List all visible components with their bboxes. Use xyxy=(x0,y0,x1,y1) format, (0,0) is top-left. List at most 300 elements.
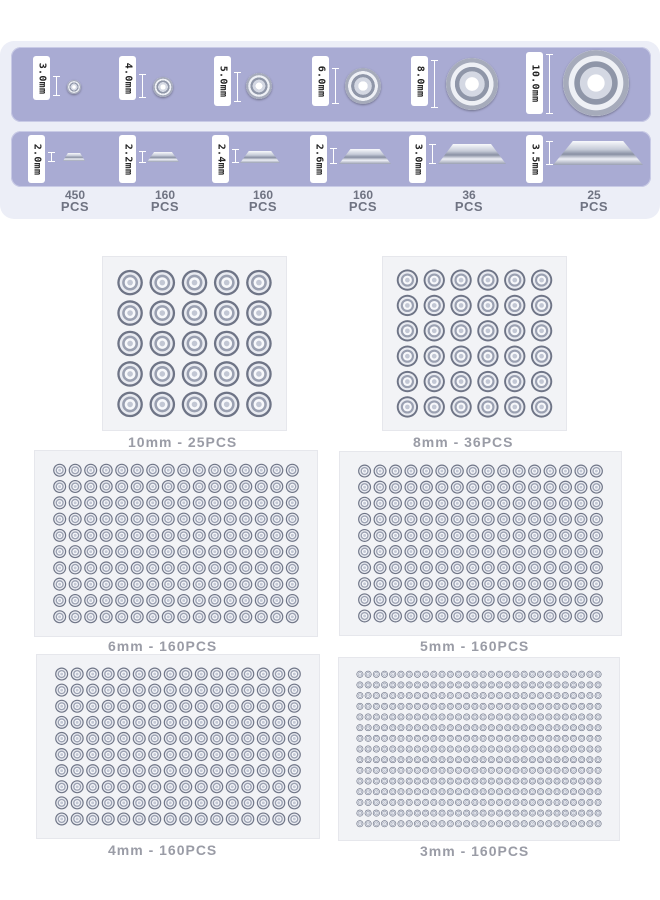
rhinestone-icon xyxy=(466,465,479,478)
rhinestone-icon xyxy=(389,465,402,478)
rhinestone-icon xyxy=(270,513,283,526)
rhinestone-icon xyxy=(537,692,544,699)
rhinestone-icon xyxy=(430,714,437,721)
rhinestone-icon xyxy=(488,767,495,774)
rhinestone-icon xyxy=(117,796,130,809)
rhinestone-icon xyxy=(513,810,520,817)
rhinestone-icon xyxy=(496,714,503,721)
rhinestone-icon xyxy=(389,746,396,753)
rhinestone-icon xyxy=(69,496,82,509)
rhinestone-icon xyxy=(241,812,254,825)
rhinestone-icon xyxy=(288,732,301,745)
rhinestone-icon xyxy=(389,481,402,494)
rhinestone-icon xyxy=(69,561,82,574)
rhinestone-icon xyxy=(286,480,299,493)
rhinestone-icon xyxy=(435,545,448,558)
rhinestone-icon xyxy=(544,609,557,622)
rhinestone-icon xyxy=(578,746,585,753)
rhinestone-icon xyxy=(117,331,143,357)
rhinestone-icon xyxy=(513,529,526,542)
rhinestone-icon xyxy=(586,799,593,806)
rhinestone-icon xyxy=(488,703,495,710)
rhinestone-icon xyxy=(381,788,388,795)
rhinestone-icon xyxy=(146,578,159,591)
rhinestone-icon xyxy=(226,796,239,809)
rhinestone-icon xyxy=(100,578,113,591)
rhinestone-icon xyxy=(115,529,128,542)
rhinestone-icon xyxy=(554,746,561,753)
rhinestone-icon xyxy=(389,609,402,622)
rhinestone-icon xyxy=(578,671,585,678)
rhinestone-icon xyxy=(146,610,159,623)
rhinestone-icon xyxy=(365,703,372,710)
rhinestone-icon xyxy=(521,788,528,795)
rhinestone-icon xyxy=(257,796,270,809)
rhinestone-icon xyxy=(286,561,299,574)
rhinestone-icon xyxy=(430,778,437,785)
rhinestone-icon xyxy=(450,269,471,290)
rhinestone-icon xyxy=(146,480,159,493)
rhinestone-icon xyxy=(270,529,283,542)
rhinestone-icon xyxy=(521,735,528,742)
dimension-line xyxy=(51,152,52,162)
rhinestone-icon xyxy=(133,796,146,809)
rhinestone-icon xyxy=(224,594,237,607)
rhinestone-icon xyxy=(133,764,146,777)
rhinestone-icon xyxy=(488,724,495,731)
rhinestone-icon xyxy=(148,764,161,777)
rhinestone-icon xyxy=(53,529,66,542)
rhinestone-icon xyxy=(255,578,268,591)
rhinestone-icon xyxy=(179,748,192,761)
rhinestone-icon xyxy=(439,799,446,806)
rhinestone-icon xyxy=(164,764,177,777)
dimension-line xyxy=(434,60,435,108)
sheet-caption-4mm: 4mm - 160PCS xyxy=(108,842,218,858)
rhinestone-icon xyxy=(239,545,252,558)
rhinestone-icon xyxy=(397,320,418,341)
rhinestone-icon xyxy=(471,810,478,817)
rhinestone-icon xyxy=(224,464,237,477)
rhinestone-icon xyxy=(270,464,283,477)
rhinestone-icon xyxy=(537,671,544,678)
rhinestone-icon xyxy=(545,767,552,774)
rhinestone-icon xyxy=(480,746,487,753)
rhinestone-icon xyxy=(86,812,99,825)
rhinestone-icon xyxy=(570,703,577,710)
rhinestone-icon xyxy=(450,320,471,341)
rhinestone-icon xyxy=(488,799,495,806)
rhinestone-icon xyxy=(422,703,429,710)
rhinestone-icon xyxy=(55,716,68,729)
rhinestone-icon xyxy=(224,610,237,623)
quantity-unit: PCS xyxy=(248,199,278,214)
rhinestone-icon xyxy=(422,735,429,742)
rhinestone-icon xyxy=(528,465,541,478)
rhinestone-icon xyxy=(117,270,143,296)
rhinestone-icon xyxy=(528,545,541,558)
rhinestone-icon xyxy=(356,681,363,688)
rhinestone-icon xyxy=(521,714,528,721)
rhinestone-icon xyxy=(374,609,387,622)
rhinestone-icon xyxy=(224,496,237,509)
rhinestone-icon xyxy=(450,295,471,316)
size-label: 4.0mm xyxy=(122,62,134,94)
rhinestone-icon xyxy=(570,714,577,721)
rhinestone-icon xyxy=(574,609,587,622)
rhinestone-icon xyxy=(117,780,130,793)
quantity-count: 160 xyxy=(252,188,274,202)
rhinestone-icon xyxy=(239,464,252,477)
rhinestone-icon xyxy=(471,778,478,785)
size-tag-2-6mm xyxy=(310,135,327,183)
rhinestone-icon xyxy=(177,480,190,493)
rhinestone-grid xyxy=(37,655,319,838)
rhinestone-icon xyxy=(455,820,462,827)
rhinestone-icon xyxy=(177,464,190,477)
rhinestone-icon xyxy=(100,480,113,493)
rhinestone-icon xyxy=(513,714,520,721)
sheet-caption-6mm: 6mm - 160PCS xyxy=(108,638,218,654)
rhinestone-icon xyxy=(414,799,421,806)
rhinestone-icon xyxy=(131,464,144,477)
rhinestone-icon xyxy=(86,764,99,777)
rhinestone-icon xyxy=(529,735,536,742)
rhinestone-icon xyxy=(554,692,561,699)
rhinestone-icon xyxy=(513,756,520,763)
rhinestone-icon xyxy=(406,714,413,721)
rhinestone-icon xyxy=(272,716,285,729)
rhinestone-icon xyxy=(574,497,587,510)
rhinestone-icon xyxy=(422,692,429,699)
rhinestone-icon xyxy=(241,748,254,761)
rhinestone-icon xyxy=(537,820,544,827)
rhinestone-icon xyxy=(513,820,520,827)
rhinestone-icon xyxy=(148,748,161,761)
rhinestone-icon xyxy=(374,481,387,494)
rhinestone-icon xyxy=(497,513,510,526)
rhinestone-icon xyxy=(545,756,552,763)
rhinestone-icon xyxy=(545,810,552,817)
rhinestone-icon xyxy=(480,799,487,806)
rhinestone-icon xyxy=(86,732,99,745)
rhinestone-icon xyxy=(466,481,479,494)
rhinestone-icon xyxy=(53,496,66,509)
rhinestone-icon xyxy=(365,767,372,774)
rhinestone-icon xyxy=(53,561,66,574)
sheet-caption-5mm: 5mm - 160PCS xyxy=(420,638,530,654)
dimension-line xyxy=(432,144,433,164)
rhinestone-icon xyxy=(578,735,585,742)
rhinestone-icon xyxy=(562,692,569,699)
rhinestone-icon xyxy=(381,714,388,721)
rhinestone-icon xyxy=(100,545,113,558)
sheet-caption-3mm: 3mm - 160PCS xyxy=(420,843,530,859)
rhinestone-icon xyxy=(496,746,503,753)
rhinestone-icon xyxy=(496,756,503,763)
rhinestone-icon xyxy=(224,561,237,574)
rhinestone-icon xyxy=(570,724,577,731)
rhinestone-icon xyxy=(595,692,602,699)
rhinestone-icon xyxy=(586,746,593,753)
rhinestone-icon xyxy=(455,810,462,817)
rhinestone-icon xyxy=(100,610,113,623)
rhinestone-icon xyxy=(53,545,66,558)
size-tag-3mm-side xyxy=(409,135,426,183)
rhinestone-icon xyxy=(420,481,433,494)
rhinestone-icon xyxy=(373,788,380,795)
rhinestone-icon xyxy=(562,820,569,827)
rhinestone-icon xyxy=(288,796,301,809)
rhinestone-icon xyxy=(562,778,569,785)
rhinestone-icon xyxy=(471,756,478,763)
rhinestone-icon xyxy=(195,668,208,681)
rhinestone-icon xyxy=(239,561,252,574)
rhinestone-icon xyxy=(562,746,569,753)
rhinestone-icon xyxy=(578,778,585,785)
rhinestone-icon xyxy=(286,513,299,526)
rhinestone-icon xyxy=(595,703,602,710)
rhinestone-icon xyxy=(84,480,97,493)
size-tag-5mm xyxy=(214,56,231,106)
rhinestone-6mm-icon xyxy=(345,68,381,104)
rhinestone-icon xyxy=(447,724,454,731)
rhinestone-icon xyxy=(554,767,561,774)
rhinestone-icon xyxy=(374,529,387,542)
rhinestone-icon xyxy=(528,497,541,510)
rhinestone-icon xyxy=(471,714,478,721)
rhinestone-icon xyxy=(193,464,206,477)
rhinestone-icon xyxy=(398,788,405,795)
rhinestone-icon xyxy=(224,480,237,493)
rhinestone-icon xyxy=(162,464,175,477)
rhinestone-icon xyxy=(162,578,175,591)
size-tag-8mm xyxy=(411,56,428,106)
rhinestone-icon xyxy=(195,700,208,713)
rhinestone-icon xyxy=(270,594,283,607)
rhinestone-icon xyxy=(406,735,413,742)
rhinestone-icon xyxy=(374,545,387,558)
rhinestone-icon xyxy=(404,529,417,542)
rhinestone-icon xyxy=(148,796,161,809)
rhinestone-icon xyxy=(496,735,503,742)
rhinestone-icon xyxy=(570,746,577,753)
rhinestone-icon xyxy=(397,371,418,392)
rhinestone-icon xyxy=(482,609,495,622)
sheet-10mm xyxy=(103,257,286,430)
rhinestone-icon xyxy=(150,331,176,357)
rhinestone-icon xyxy=(356,692,363,699)
rhinestone-icon xyxy=(529,714,536,721)
rhinestone-icon xyxy=(177,578,190,591)
rhinestone-icon xyxy=(55,700,68,713)
rhinestone-icon xyxy=(374,465,387,478)
rhinestone-icon xyxy=(529,756,536,763)
rhinestone-icon xyxy=(398,703,405,710)
rhinestone-icon xyxy=(404,481,417,494)
rhinestone-icon xyxy=(430,810,437,817)
rhinestone-icon xyxy=(241,764,254,777)
rhinestone-icon xyxy=(554,724,561,731)
rhinestone-icon xyxy=(529,767,536,774)
rhinestone-icon xyxy=(373,820,380,827)
rhinestone-icon xyxy=(195,684,208,697)
rhinestone-icon xyxy=(84,464,97,477)
rhinestone-icon xyxy=(504,371,525,392)
rhinestone-icon xyxy=(406,778,413,785)
rhinestone-icon xyxy=(239,513,252,526)
rhinestone-icon xyxy=(177,513,190,526)
rhinestone-icon xyxy=(521,799,528,806)
rhinestone-icon xyxy=(537,703,544,710)
rhinestone-icon xyxy=(397,396,418,417)
rhinestone-icon xyxy=(422,820,429,827)
rhinestone-icon xyxy=(115,480,128,493)
rhinestone-icon xyxy=(381,799,388,806)
rhinestone-icon xyxy=(257,748,270,761)
rhinestone-icon xyxy=(210,700,223,713)
rhinestone-icon xyxy=(246,300,272,326)
rhinestone-icon xyxy=(55,764,68,777)
rhinestone-icon xyxy=(595,778,602,785)
rhinestone-icon xyxy=(504,746,511,753)
rhinestone-icon xyxy=(504,692,511,699)
rhinestone-icon xyxy=(497,545,510,558)
rhinestone-icon xyxy=(471,746,478,753)
rhinestone-icon xyxy=(356,788,363,795)
rhinestone-icon xyxy=(504,810,511,817)
quantity-label xyxy=(52,189,98,213)
rhinestone-icon xyxy=(193,561,206,574)
rhinestone-icon xyxy=(450,396,471,417)
rhinestone-icon xyxy=(53,610,66,623)
rhinestone-icon xyxy=(406,799,413,806)
rhinestone-icon xyxy=(586,756,593,763)
rhinestone-icon xyxy=(398,714,405,721)
rhinestone-icon xyxy=(447,778,454,785)
rhinestone-icon xyxy=(210,684,223,697)
rhinestone-icon xyxy=(164,732,177,745)
rhinestone-icon xyxy=(86,684,99,697)
rhinestone-icon xyxy=(447,756,454,763)
rhinestone-icon xyxy=(241,700,254,713)
dimension-line xyxy=(549,141,550,165)
rhinestone-icon xyxy=(182,300,208,326)
rhinestone-icon xyxy=(71,732,84,745)
rhinestone-icon xyxy=(100,561,113,574)
rhinestone-icon xyxy=(455,681,462,688)
rhinestone-icon xyxy=(455,767,462,774)
rhinestone-icon xyxy=(133,684,146,697)
rhinestone-icon xyxy=(544,513,557,526)
rhinestone-icon xyxy=(480,671,487,678)
rhinestone-icon xyxy=(381,767,388,774)
rhinestone-icon xyxy=(131,513,144,526)
rhinestone-icon xyxy=(288,764,301,777)
rhinestone-icon xyxy=(356,724,363,731)
rhinestone-icon xyxy=(559,545,572,558)
rhinestone-icon xyxy=(373,724,380,731)
rhinestone-icon xyxy=(358,529,371,542)
rhinestone-icon xyxy=(482,481,495,494)
rhinestone-icon xyxy=(422,799,429,806)
rhinestone-icon xyxy=(69,594,82,607)
rhinestone-icon xyxy=(578,681,585,688)
rhinestone-icon xyxy=(246,331,272,357)
rhinestone-icon xyxy=(466,497,479,510)
rhinestone-icon xyxy=(435,577,448,590)
rhinestone-icon xyxy=(513,703,520,710)
rhinestone-icon xyxy=(255,480,268,493)
rhinestone-icon xyxy=(430,820,437,827)
rhinestone-icon xyxy=(450,371,471,392)
dimension-line xyxy=(335,68,336,104)
rhinestone-icon xyxy=(86,796,99,809)
rhinestone-icon xyxy=(133,780,146,793)
rhinestone-icon xyxy=(513,577,526,590)
quantity-unit: PCS xyxy=(348,199,378,214)
rhinestone-icon xyxy=(480,735,487,742)
rhinestone-icon xyxy=(521,703,528,710)
rhinestone-icon xyxy=(286,610,299,623)
rhinestone-icon xyxy=(480,681,487,688)
rhinestone-icon xyxy=(358,593,371,606)
rhinestone-icon xyxy=(586,735,593,742)
rhinestone-icon xyxy=(463,692,470,699)
rhinestone-icon xyxy=(100,496,113,509)
rhinestone-icon xyxy=(272,780,285,793)
rhinestone-icon xyxy=(358,577,371,590)
rhinestone-icon xyxy=(559,529,572,542)
rhinestone-grid xyxy=(103,257,286,430)
rhinestone-icon xyxy=(131,496,144,509)
rhinestone-icon xyxy=(570,820,577,827)
rhinestone-icon xyxy=(537,746,544,753)
rhinestone-icon xyxy=(496,671,503,678)
rhinestone-icon xyxy=(430,692,437,699)
rhinestone-icon xyxy=(595,724,602,731)
rhinestone-icon xyxy=(86,668,99,681)
rhinestone-icon xyxy=(578,724,585,731)
rhinestone-icon xyxy=(102,668,115,681)
rhinestone-icon xyxy=(439,735,446,742)
rhinestone-icon xyxy=(117,764,130,777)
rhinestone-icon xyxy=(554,756,561,763)
rhinestone-icon xyxy=(389,735,396,742)
rhinestone-icon xyxy=(398,767,405,774)
rhinestone-icon xyxy=(439,692,446,699)
rhinestone-icon xyxy=(71,780,84,793)
rhinestone-icon xyxy=(504,346,525,367)
rhinestone-icon xyxy=(482,593,495,606)
rhinestone-icon xyxy=(414,820,421,827)
rhinestone-icon xyxy=(463,767,470,774)
rhinestone-icon xyxy=(288,668,301,681)
rhinestone-icon xyxy=(430,767,437,774)
rhinestone-icon xyxy=(389,513,402,526)
rhinestone-icon xyxy=(356,671,363,678)
rhinestone-icon xyxy=(529,810,536,817)
sheet-8mm xyxy=(383,257,566,430)
rhinestone-icon xyxy=(239,529,252,542)
rhinestone-icon xyxy=(482,561,495,574)
rhinestone-icon xyxy=(241,668,254,681)
rhinestone-icon xyxy=(162,545,175,558)
size-label: 2.6mm xyxy=(313,143,325,175)
rhinestone-icon xyxy=(389,681,396,688)
rhinestone-icon xyxy=(447,746,454,753)
rhinestone-icon xyxy=(513,767,520,774)
